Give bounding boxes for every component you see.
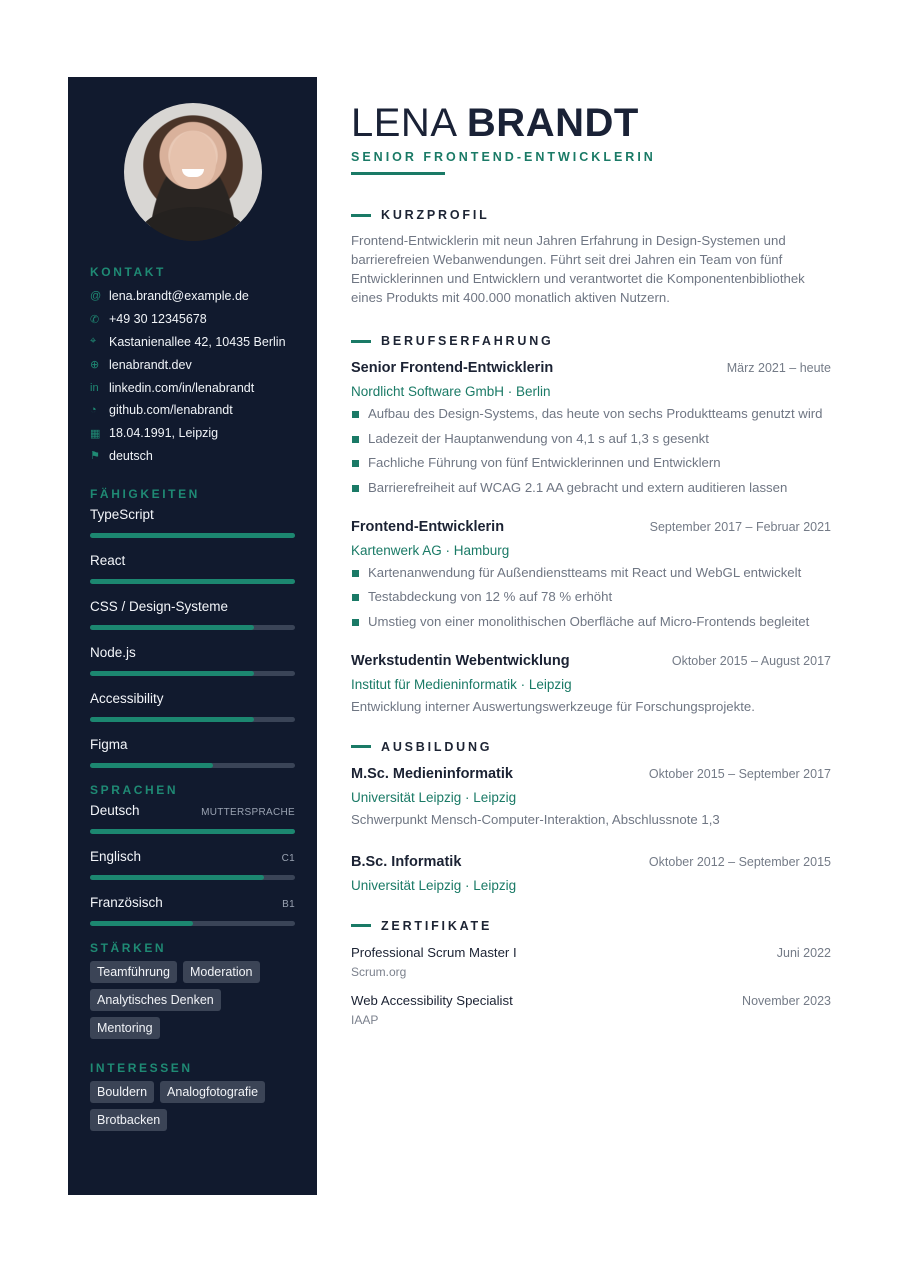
job-date: März 2021 – heute bbox=[726, 361, 831, 375]
education-list bbox=[351, 766, 831, 893]
interests-tags bbox=[90, 1081, 295, 1131]
skill-name bbox=[90, 645, 295, 665]
contact-item bbox=[90, 331, 295, 354]
skill-label: TypeScript bbox=[90, 507, 154, 523]
profile-photo bbox=[124, 103, 262, 241]
full-name bbox=[351, 100, 831, 146]
certificate-entry bbox=[351, 993, 831, 1027]
bullet-item: Kartenanwendung für Außendienstteams mit React und WebGL entwickelt bbox=[351, 564, 831, 582]
education-date: Oktober 2012 – September 2015 bbox=[648, 854, 831, 869]
skill-item bbox=[90, 645, 295, 676]
skill-bar bbox=[90, 671, 295, 676]
skill-name bbox=[90, 737, 295, 757]
certificate-name: Web Accessibility Specialist bbox=[351, 992, 513, 1008]
skill-item bbox=[90, 507, 295, 538]
certificate-header bbox=[351, 993, 831, 1008]
sidebar bbox=[68, 77, 317, 1195]
bullet-item: Ladezeit der Hauptanwendung von 4,1 s auf 1,3 s gesenkt bbox=[351, 430, 831, 448]
strengths-tags bbox=[90, 961, 295, 1039]
github-icon: ◔ bbox=[90, 404, 97, 417]
contact-list bbox=[90, 285, 295, 467]
contact-heading: KONTAKT bbox=[90, 265, 166, 279]
bullet-item: Aufbau des Design-Systems, das heute von sechs Produktteams genutzt wird bbox=[351, 405, 831, 423]
education-entry bbox=[351, 766, 831, 827]
language-level: C1 bbox=[281, 853, 295, 865]
certificate-header bbox=[351, 945, 831, 960]
contact-item bbox=[90, 422, 295, 445]
certificate-issuer: Scrum.org bbox=[351, 964, 407, 979]
language-name bbox=[90, 803, 295, 823]
skill-item bbox=[90, 737, 295, 768]
language-item bbox=[90, 803, 295, 834]
interest-tag: Brotbacken bbox=[90, 1109, 167, 1131]
education-entry bbox=[351, 854, 831, 893]
language-bar-fill bbox=[90, 875, 264, 880]
interests-heading: INTERESSEN bbox=[90, 1061, 193, 1076]
institution: Universität Leipzig · Leipzig bbox=[351, 877, 517, 893]
globe-icon: ⊕ bbox=[90, 359, 100, 372]
skill-label: React bbox=[90, 553, 126, 569]
strength-tag: Moderation bbox=[183, 961, 260, 983]
skills-list bbox=[90, 507, 295, 768]
profile-heading bbox=[351, 208, 831, 222]
skill-item bbox=[90, 599, 295, 630]
strength-tag: Analytisches Denken bbox=[90, 989, 221, 1011]
job-entry bbox=[351, 653, 831, 714]
language-bar bbox=[90, 829, 295, 834]
role-underline bbox=[351, 172, 445, 175]
job-employer: Kartenwerk AG · Hamburg bbox=[351, 542, 510, 558]
bullet-item: Barrierefreiheit auf WCAG 2.1 AA gebracht und extern auditieren lassen bbox=[351, 479, 831, 497]
degree-title: B.Sc. Informatik bbox=[351, 853, 462, 870]
job-description: Entwicklung interner Auswertungswerkzeuge für Forschungsprojekte. bbox=[351, 698, 755, 714]
heading-dash bbox=[351, 340, 371, 343]
certificate-issuer: IAAP bbox=[351, 1012, 379, 1027]
skill-bar-fill bbox=[90, 579, 295, 584]
languages-list bbox=[90, 803, 295, 926]
language-bar-fill bbox=[90, 921, 193, 926]
education-header bbox=[351, 766, 831, 782]
language-bar bbox=[90, 875, 295, 880]
bullet-item: Fachliche Führung von fünf Entwicklerinnen und Entwicklern bbox=[351, 454, 831, 472]
skill-item bbox=[90, 553, 295, 584]
education-description: Schwerpunkt Mensch-Computer-Interaktion, Abschlussnote 1,3 bbox=[351, 811, 720, 827]
linkedin-icon: in bbox=[90, 381, 99, 394]
contact-text: linkedin.com/in/lenabrandt bbox=[109, 380, 255, 395]
skill-name bbox=[90, 507, 295, 527]
skill-label: Node.js bbox=[90, 645, 136, 661]
skill-name bbox=[90, 553, 295, 573]
profile-heading-label: KURZPROFIL bbox=[381, 208, 490, 222]
institution: Universität Leipzig · Leipzig bbox=[351, 789, 517, 805]
contact-text: lenabrandt.dev bbox=[109, 357, 192, 372]
heading-dash bbox=[351, 745, 371, 748]
strength-tag: Mentoring bbox=[90, 1017, 160, 1039]
contact-text: 18.04.1991, Leipzig bbox=[109, 426, 219, 441]
languages-heading: SPRACHEN bbox=[90, 783, 179, 798]
contact-item bbox=[90, 353, 295, 376]
language-label: Französisch bbox=[90, 895, 163, 911]
language-name bbox=[90, 895, 295, 915]
at-icon: @ bbox=[90, 290, 102, 303]
skill-bar bbox=[90, 717, 295, 722]
contact-item bbox=[90, 399, 295, 422]
contact-item bbox=[90, 285, 295, 308]
skill-bar-fill bbox=[90, 671, 254, 676]
contact-text: deutsch bbox=[109, 448, 153, 463]
calendar-icon: ▦ bbox=[90, 427, 101, 440]
first-name: LENA bbox=[351, 101, 456, 145]
bullet-item: Testabdeckung von 12 % auf 78 % erhöht bbox=[351, 588, 831, 606]
bullet-item: Umstieg von einer monolithischen Oberfläche auf Micro-Frontends begleitet bbox=[351, 613, 831, 631]
education-date: Oktober 2015 – September 2017 bbox=[648, 766, 831, 781]
certificate-date: Juni 2022 bbox=[776, 945, 831, 960]
job-employer: Institut für Medieninformatik · Leipzig bbox=[351, 676, 572, 692]
contact-item bbox=[90, 308, 295, 331]
skill-item bbox=[90, 691, 295, 722]
last-name: BRANDT bbox=[466, 101, 639, 145]
education-header bbox=[351, 854, 831, 870]
skill-label: CSS / Design-Systeme bbox=[90, 599, 229, 615]
location-pin-icon: ⌖ bbox=[90, 335, 97, 348]
degree-title: M.Sc. Medieninformatik bbox=[351, 765, 513, 782]
job-title: Werkstudentin Webentwicklung bbox=[351, 652, 570, 669]
skill-bar bbox=[90, 625, 295, 630]
contact-text: lena.brandt@example.de bbox=[109, 289, 249, 304]
job-title: Senior Frontend-Entwicklerin bbox=[351, 360, 554, 376]
job-bullets bbox=[351, 405, 831, 497]
certificate-entry bbox=[351, 945, 831, 979]
skill-bar-fill bbox=[90, 533, 295, 538]
job-date: Oktober 2015 – August 2017 bbox=[671, 653, 831, 668]
job-employer: Nordlicht Software GmbH · Berlin bbox=[351, 384, 551, 399]
skill-bar-fill bbox=[90, 763, 213, 768]
experience-heading-label: BERUFSERFAHRUNG bbox=[381, 334, 554, 348]
skill-label: Accessibility bbox=[90, 691, 164, 707]
job-header bbox=[351, 519, 831, 535]
interest-tag: Bouldern bbox=[90, 1081, 154, 1103]
experience-heading bbox=[351, 334, 831, 348]
certificates-heading bbox=[351, 919, 831, 933]
contact-text: Kastanienallee 42, 10435 Berlin bbox=[109, 334, 286, 349]
language-item bbox=[90, 849, 295, 880]
interest-tag: Analogfotografie bbox=[160, 1081, 265, 1103]
language-bar-fill bbox=[90, 829, 295, 834]
education-heading bbox=[351, 740, 831, 754]
skills-heading: FÄHIGKEITEN bbox=[90, 487, 200, 502]
heading-dash bbox=[351, 214, 371, 217]
contact-text: +49 30 12345678 bbox=[109, 312, 207, 327]
skill-name bbox=[90, 599, 295, 619]
job-bullets bbox=[351, 564, 831, 631]
profile-text: Frontend-Entwicklerin mit neun Jahren Erfahrung in Design-Systemen und barrierefreien Webanwendungen. Führt seit drei Jahren ein Team von fünf Entwicklerinnen und Entwicklern und verantwortet die Komponentenbibliothek eines Produkts mit 400.000 monatlich aktiven Nutzern. bbox=[351, 233, 805, 305]
certificates-list bbox=[351, 945, 831, 1027]
certificates-heading-label: ZERTIFIKATE bbox=[381, 918, 493, 933]
language-level: MUTTERSPRACHE bbox=[201, 807, 295, 819]
job-role: SENIOR FRONTEND-ENTWICKLERIN bbox=[351, 150, 656, 164]
skill-bar bbox=[90, 533, 295, 538]
language-label: Deutsch bbox=[90, 803, 140, 819]
skill-bar-fill bbox=[90, 625, 254, 630]
job-date: September 2017 – Februar 2021 bbox=[649, 519, 831, 534]
main-content bbox=[351, 100, 831, 1027]
heading-dash bbox=[351, 924, 371, 927]
language-bar bbox=[90, 921, 295, 926]
language-level: B1 bbox=[282, 899, 295, 911]
language-name bbox=[90, 849, 295, 869]
strengths-heading: STÄRKEN bbox=[90, 941, 167, 956]
job-header bbox=[351, 653, 831, 669]
language-label: Englisch bbox=[90, 849, 142, 865]
strength-tag: Teamführung bbox=[90, 961, 177, 983]
job-entry bbox=[351, 360, 831, 497]
skill-bar bbox=[90, 579, 295, 584]
certificate-name: Professional Scrum Master I bbox=[351, 944, 517, 960]
language-item bbox=[90, 895, 295, 926]
education-heading-label: AUSBILDUNG bbox=[381, 739, 493, 754]
skill-bar-fill bbox=[90, 717, 254, 722]
job-header bbox=[351, 360, 831, 376]
contact-item bbox=[90, 445, 295, 468]
certificate-date: November 2023 bbox=[742, 993, 831, 1008]
job-title: Frontend-Entwicklerin bbox=[351, 518, 505, 535]
job-entry bbox=[351, 519, 831, 631]
skill-bar bbox=[90, 763, 295, 768]
contact-item bbox=[90, 376, 295, 399]
flag-icon: ⚑ bbox=[90, 450, 100, 463]
experience-list bbox=[351, 360, 831, 714]
skill-name bbox=[90, 691, 295, 711]
phone-icon: ✆ bbox=[90, 313, 100, 326]
contact-text: github.com/lenabrandt bbox=[109, 403, 233, 418]
skill-label: Figma bbox=[90, 737, 128, 753]
